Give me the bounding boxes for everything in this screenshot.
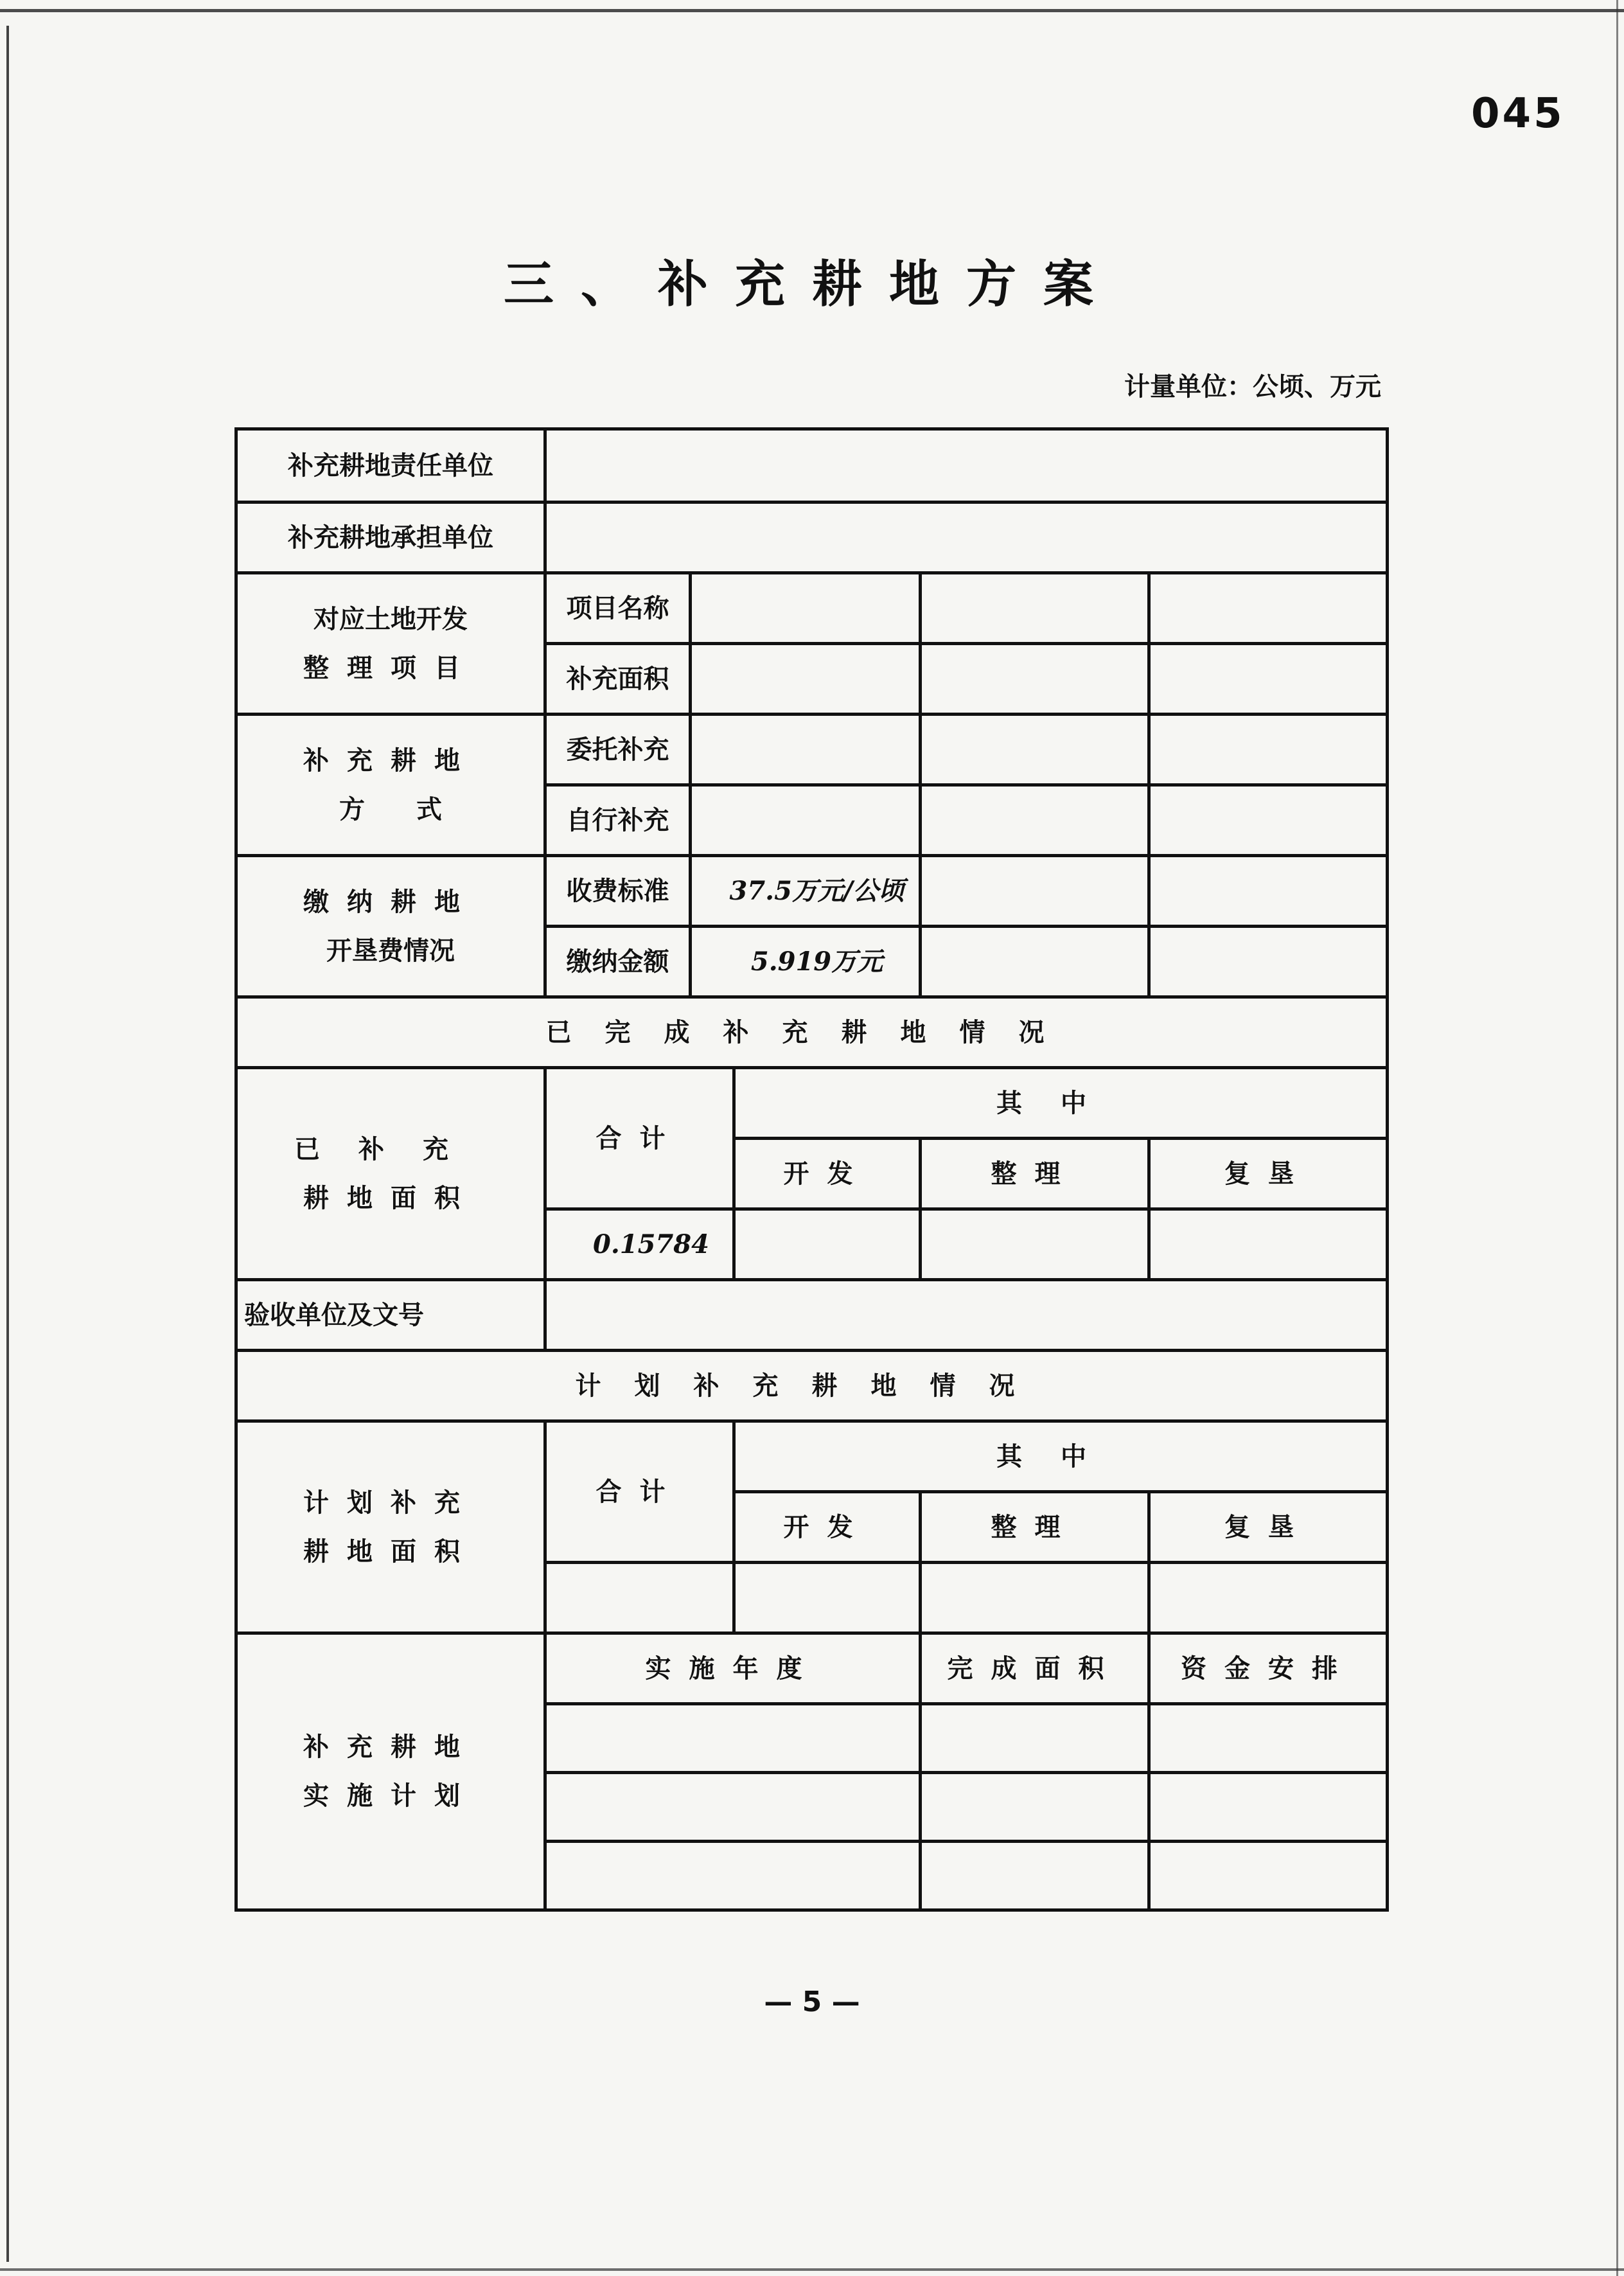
fee-standard-label: 收费标准 xyxy=(545,856,691,927)
completed-reclaim-label: 复垦 xyxy=(1149,1139,1388,1209)
planned-area-label-line1: 计划补充 xyxy=(303,1488,478,1518)
funding-header: 资金安排 xyxy=(1149,1633,1388,1704)
completed-area-label xyxy=(236,1068,545,1280)
farmland-supplement-form xyxy=(234,427,1389,1912)
page-title: 三、补充耕地方案 xyxy=(503,256,1120,314)
plan-label-line2: 实施计划 xyxy=(303,1781,478,1811)
plan-funding-cell[interactable] xyxy=(1149,1842,1388,1910)
completed-develop-label: 开发 xyxy=(734,1139,921,1209)
plan-funding-cell[interactable] xyxy=(1149,1704,1388,1773)
fee-label xyxy=(236,856,545,997)
supplement-area-cell-3[interactable] xyxy=(1149,644,1388,715)
planned-area-label-line2: 耕地面积 xyxy=(303,1536,478,1567)
plan-funding-cell[interactable] xyxy=(1149,1773,1388,1842)
unit-note: 计量单位：公顷、万元 xyxy=(1124,372,1381,402)
completed-area-label-line1: 已补充 xyxy=(294,1134,487,1164)
entrusted-cell-2[interactable] xyxy=(921,715,1149,785)
self-supplement-cell-1[interactable] xyxy=(691,785,921,856)
acceptance-field[interactable] xyxy=(545,1280,1388,1351)
self-supplement-label: 自行补充 xyxy=(545,785,691,856)
scan-edge-left xyxy=(6,26,9,2262)
plan-area-cell[interactable] xyxy=(921,1704,1149,1773)
scan-edge-top xyxy=(0,9,1624,12)
completed-reclaim-value[interactable] xyxy=(1149,1209,1388,1280)
plan-year-cell[interactable] xyxy=(545,1842,921,1910)
planned-reclaim-value[interactable] xyxy=(1149,1563,1388,1633)
done-area-header: 完成面积 xyxy=(921,1633,1149,1704)
planned-develop-label: 开发 xyxy=(734,1492,921,1563)
fee-amount-value[interactable]: 5.919万元 xyxy=(691,927,921,997)
completed-area-label-line2: 耕地面积 xyxy=(303,1183,478,1213)
responsible-unit-label: 补充耕地责任单位 xyxy=(236,429,545,502)
plan-area-cell[interactable] xyxy=(921,1773,1149,1842)
project-label-line1: 对应土地开发 xyxy=(313,604,468,634)
plan-label xyxy=(236,1633,545,1910)
planned-consolidate-value[interactable] xyxy=(921,1563,1149,1633)
entrusted-cell-3[interactable] xyxy=(1149,715,1388,785)
completed-total-value[interactable]: 0.15784 xyxy=(545,1209,734,1280)
completed-total-label: 合计 xyxy=(545,1068,734,1209)
project-name-cell-3[interactable] xyxy=(1149,573,1388,644)
plan-year-cell[interactable] xyxy=(545,1773,921,1842)
supplement-area-cell-1[interactable] xyxy=(691,644,921,715)
fee-amount-label: 缴纳金额 xyxy=(545,927,691,997)
planned-total-value[interactable] xyxy=(545,1563,734,1633)
undertaking-unit-label: 补充耕地承担单位 xyxy=(236,502,545,573)
method-label-line1: 补充耕地 xyxy=(303,745,478,776)
scan-edge-right xyxy=(1616,0,1618,2276)
planned-consolidate-label: 整理 xyxy=(921,1492,1149,1563)
fee-standard-cell-2[interactable] xyxy=(921,856,1149,927)
scan-edge-bottom xyxy=(0,2268,1624,2271)
undertaking-unit-field[interactable] xyxy=(545,502,1388,573)
fee-amount-cell-3[interactable] xyxy=(1149,927,1388,997)
completed-develop-value[interactable] xyxy=(734,1209,921,1280)
year-header: 实施年度 xyxy=(545,1633,921,1704)
plan-label-line1: 补充耕地 xyxy=(303,1732,478,1762)
fee-standard-value[interactable]: 37.5万元/公顷 xyxy=(691,856,921,927)
planned-reclaim-label: 复垦 xyxy=(1149,1492,1388,1563)
corner-page-number: 045 xyxy=(1471,90,1565,138)
fee-label-line2: 开垦费情况 xyxy=(326,936,455,966)
entrusted-label: 委托补充 xyxy=(545,715,691,785)
method-label xyxy=(236,715,545,856)
plan-year-cell[interactable] xyxy=(545,1704,921,1773)
fee-label-line1: 缴纳耕地 xyxy=(303,887,478,917)
planned-area-label xyxy=(236,1421,545,1633)
fee-amount-cell-2[interactable] xyxy=(921,927,1149,997)
project-label xyxy=(236,573,545,715)
responsible-unit-field[interactable] xyxy=(545,429,1388,502)
planned-develop-value[interactable] xyxy=(734,1563,921,1633)
planned-section-header: 计划补充耕地情况 xyxy=(236,1351,1388,1421)
completed-of-which-label: 其中 xyxy=(734,1068,1388,1139)
fee-standard-cell-3[interactable] xyxy=(1149,856,1388,927)
planned-total-label: 合计 xyxy=(545,1421,734,1563)
project-name-label: 项目名称 xyxy=(545,573,691,644)
project-name-cell-1[interactable] xyxy=(691,573,921,644)
page-footer-number: — 5 — xyxy=(764,1986,860,2018)
acceptance-label: 验收单位及文号 xyxy=(236,1280,545,1351)
entrusted-cell-1[interactable] xyxy=(691,715,921,785)
completed-section-header: 已完成补充耕地情况 xyxy=(236,997,1388,1068)
supplement-area-cell-2[interactable] xyxy=(921,644,1149,715)
self-supplement-cell-3[interactable] xyxy=(1149,785,1388,856)
project-label-line2: 整理项目 xyxy=(303,653,478,683)
method-label-line2: 方 式 xyxy=(339,794,442,824)
supplement-area-label: 补充面积 xyxy=(545,644,691,715)
plan-area-cell[interactable] xyxy=(921,1842,1149,1910)
self-supplement-cell-2[interactable] xyxy=(921,785,1149,856)
completed-consolidate-label: 整理 xyxy=(921,1139,1149,1209)
project-name-cell-2[interactable] xyxy=(921,573,1149,644)
completed-consolidate-value[interactable] xyxy=(921,1209,1149,1280)
planned-of-which-label: 其中 xyxy=(734,1421,1388,1492)
